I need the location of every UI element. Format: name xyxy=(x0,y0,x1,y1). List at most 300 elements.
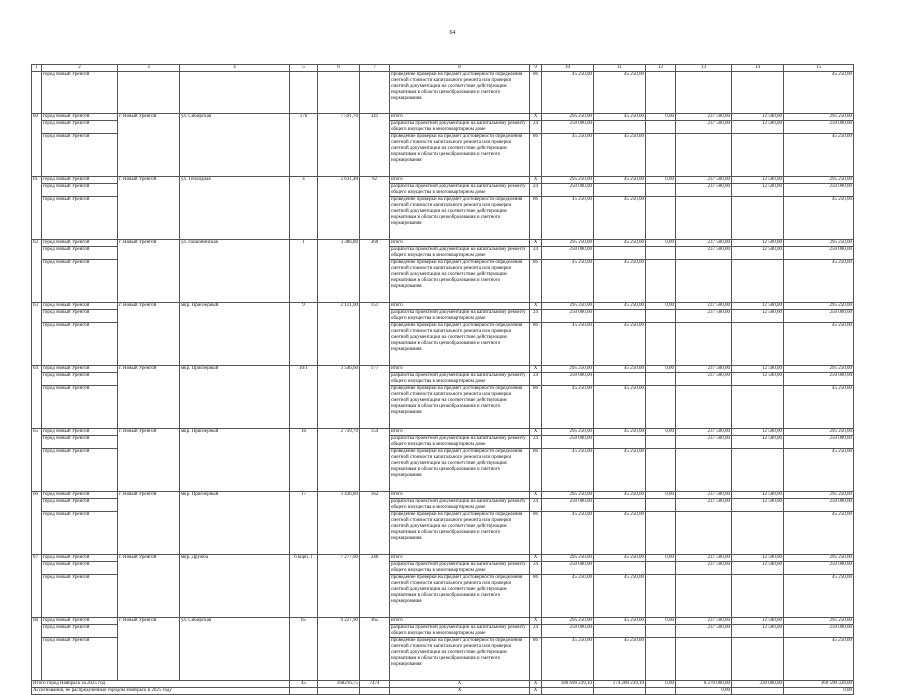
amount-cell: 45 250,00 xyxy=(784,575,854,618)
header-cell: 6 xyxy=(318,65,360,72)
row-number: 61 xyxy=(32,177,42,240)
amount-cell: 45 250,00 xyxy=(594,177,646,184)
amount-cell xyxy=(646,638,676,681)
amount-cell: 24 xyxy=(530,184,542,197)
amount-cell: 86 xyxy=(530,638,542,681)
amount-cell: 295 250,00 xyxy=(542,555,594,562)
amount-cell: 237 500,00 xyxy=(676,310,732,323)
locality-cell: город Новый Уренгой xyxy=(42,114,118,121)
amount-cell xyxy=(594,562,646,575)
amount-cell xyxy=(646,134,676,177)
total-cell: 7474 xyxy=(360,681,390,688)
amount-cell xyxy=(646,184,676,197)
amount-cell: 295 250,00 xyxy=(784,429,854,436)
amount-cell xyxy=(732,449,784,492)
area-cell: 7 277,00 xyxy=(318,555,360,618)
amount-cell xyxy=(646,121,676,134)
amount-cell xyxy=(646,575,676,618)
amount-cell: 45 250,00 xyxy=(594,429,646,436)
amount-cell: 45 250,00 xyxy=(594,114,646,121)
amount-cell: 12 500,00 xyxy=(732,492,784,499)
amount-cell xyxy=(594,310,646,323)
city-cell: г. Новый Уренгой xyxy=(118,555,180,618)
locality-cell: город Новый Уренгой xyxy=(42,260,118,303)
amount-cell: 45 250,00 xyxy=(594,72,646,114)
amount-cell: 45 250,00 xyxy=(594,260,646,303)
amount-cell: 45 250,00 xyxy=(594,555,646,562)
amount-cell xyxy=(646,386,676,429)
locality-cell: город Новый Уренгой xyxy=(42,323,118,366)
amount-cell xyxy=(732,575,784,618)
amount-cell xyxy=(646,688,676,695)
header-cell: 10 xyxy=(542,65,594,72)
amount-cell: 45 250,00 xyxy=(542,72,594,114)
amount-cell: 237 500,00 xyxy=(676,114,732,121)
street-cell: мкр. Приозерный xyxy=(180,492,290,555)
amount-cell: 0,00 xyxy=(646,618,676,625)
header-cell: 13 xyxy=(676,65,732,72)
amount-cell: 12 500,00 xyxy=(732,310,784,323)
area-cell: 9 227,90 xyxy=(318,618,360,681)
amount-cell: 295 250,00 xyxy=(542,366,594,373)
amount-cell: 45 250,00 xyxy=(594,323,646,366)
house-cell: 9 xyxy=(290,303,318,366)
table-row xyxy=(32,366,854,373)
row-number: 62 xyxy=(32,240,42,303)
house-cell: 10/1 xyxy=(290,366,318,429)
amount-cell: 250 000,00 xyxy=(542,247,594,260)
amount-cell: 174 280 239,10 xyxy=(594,681,646,688)
work-type-cell: разработка проектной документации на капитальному ремонту общего имущества в многоквартирном доме xyxy=(390,436,530,449)
amount-cell: 295 250,00 xyxy=(542,303,594,310)
amount-cell xyxy=(594,247,646,260)
header-cell: 7 xyxy=(360,65,390,72)
amount-cell: 12 500,00 xyxy=(732,240,784,247)
amount-cell: X xyxy=(530,688,542,695)
city-cell: г. Новый Уренгой xyxy=(118,177,180,240)
total-cell: X xyxy=(390,681,530,688)
amount-cell: 250 000,00 xyxy=(784,625,854,638)
row-number xyxy=(32,72,42,114)
amount-cell: 45 250,00 xyxy=(542,638,594,681)
amount-cell: 237 500,00 xyxy=(676,184,732,197)
amount-cell: 0,00 xyxy=(646,492,676,499)
amount-cell xyxy=(646,323,676,366)
amount-cell xyxy=(646,499,676,512)
header-cell: 3 xyxy=(118,65,180,72)
amount-cell: 86 xyxy=(530,197,542,240)
row-number: 64 xyxy=(32,366,42,429)
amount-cell: 295 250,00 xyxy=(784,303,854,310)
amount-cell: 12 500,00 xyxy=(732,247,784,260)
amount-cell: X xyxy=(530,114,542,121)
street-cell: ул. Пошонинская xyxy=(180,240,290,303)
city-cell: г. Новый Уренгой xyxy=(118,618,180,681)
amount-cell: 45 250,00 xyxy=(542,260,594,303)
header-cell: 11 xyxy=(594,65,646,72)
amount-cell: 0,00 xyxy=(646,681,676,688)
amount-cell: 0,00 xyxy=(646,429,676,436)
locality-cell: город Новый Уренгой xyxy=(42,177,118,184)
amount-cell: 86 xyxy=(530,512,542,555)
amount-cell: 24 xyxy=(530,310,542,323)
amount-cell xyxy=(646,310,676,323)
header-cell: 8 xyxy=(390,65,530,72)
locality-cell: город Новый Уренгой xyxy=(42,638,118,681)
amount-cell: 237 500,00 xyxy=(676,121,732,134)
work-type-cell: проведение проверки на предмет достоверности определения сметной стоимости капитального ремонта или проверки сметной документации на соответствие действующим нормативам в области ценообразования и сметного нормирования xyxy=(390,449,530,492)
residents-cell: 365 xyxy=(360,618,390,681)
table-row xyxy=(32,618,854,625)
work-type-cell: разработка проектной документации на капитальному ремонту общего имущества в многоквартирном доме xyxy=(390,373,530,386)
amount-cell: 0,00 xyxy=(646,303,676,310)
house-cell: 65 xyxy=(290,618,318,681)
row-number: 68 xyxy=(32,618,42,681)
amount-cell xyxy=(646,197,676,240)
table-row xyxy=(32,114,854,121)
amount-cell xyxy=(732,72,784,114)
amount-cell: 250 000,00 xyxy=(784,373,854,386)
amount-cell: 12 500,00 xyxy=(732,184,784,197)
amount-cell: 45 250,00 xyxy=(784,449,854,492)
work-type-cell: проведение проверки на предмет достоверности определения сметной стоимости капитального ремонта или проверки сметной документации на соответствие действующим нормативам в области ценообразования и сметного нормирования xyxy=(390,386,530,429)
amount-cell: 45 250,00 xyxy=(594,492,646,499)
table-cell xyxy=(290,72,318,114)
locality-cell: город Новый Уренгой xyxy=(42,72,118,114)
amount-cell: 24 xyxy=(530,562,542,575)
area-cell: 3 436,80 xyxy=(318,492,360,555)
locality-cell: город Новый Уренгой xyxy=(42,555,118,562)
table-row xyxy=(32,555,854,562)
amount-cell xyxy=(732,260,784,303)
work-type-cell: итого xyxy=(390,303,530,310)
area-cell: 3 546,60 xyxy=(318,366,360,429)
city-cell: г. Новый Уренгой xyxy=(118,366,180,429)
amount-cell: 237 500,00 xyxy=(676,373,732,386)
amount-cell xyxy=(732,386,784,429)
area-cell: 7 591,70 xyxy=(318,114,360,177)
header-cell: 1 xyxy=(32,65,42,72)
amount-cell: 45 250,00 xyxy=(784,386,854,429)
amount-cell xyxy=(646,436,676,449)
amount-cell: 250 000,00 xyxy=(542,562,594,575)
amount-cell: 24 xyxy=(530,625,542,638)
residents-cell: 260 xyxy=(360,240,390,303)
table-cell xyxy=(318,72,360,114)
amount-cell: 12 500,00 xyxy=(732,555,784,562)
amount-cell xyxy=(594,184,646,197)
amount-cell: 250 000,00 xyxy=(542,436,594,449)
amount-cell: 24 xyxy=(530,247,542,260)
total-cell xyxy=(290,688,318,695)
amount-cell: 86 xyxy=(530,134,542,177)
amount-cell xyxy=(732,323,784,366)
work-type-cell: итого xyxy=(390,492,530,499)
amount-cell xyxy=(646,512,676,555)
amount-cell: 24 xyxy=(530,499,542,512)
table-row xyxy=(32,177,854,184)
table-cell xyxy=(360,72,390,114)
amount-cell xyxy=(732,134,784,177)
header-cell: 9 xyxy=(530,65,542,72)
amount-cell: 45 250,00 xyxy=(542,323,594,366)
amount-cell: 237 500,00 xyxy=(676,177,732,184)
amount-cell: 45 250,00 xyxy=(784,323,854,366)
amount-cell xyxy=(676,197,732,240)
amount-cell: 24 xyxy=(530,373,542,386)
amount-cell: 0,00 xyxy=(784,688,854,695)
city-cell: г. Новый Уренгой xyxy=(118,240,180,303)
table-row xyxy=(32,492,854,499)
amount-cell xyxy=(542,688,594,695)
amount-cell: 45 250,00 xyxy=(542,386,594,429)
amount-cell xyxy=(646,562,676,575)
amount-cell: 0,00 xyxy=(676,688,732,695)
work-type-cell: проведение проверки на предмет достоверности определения сметной стоимости капитального ремонта или проверки сметной документации на соответствие действующим нормативам в области ценообразования и сметного нормирования xyxy=(390,72,530,114)
amount-cell: 12 500,00 xyxy=(732,499,784,512)
locality-cell: город Новый Уренгой xyxy=(42,197,118,240)
amount-cell: 24 xyxy=(530,121,542,134)
amount-cell: 237 500,00 xyxy=(676,240,732,247)
work-type-cell: итого xyxy=(390,240,530,247)
amount-cell: 12 500,00 xyxy=(732,562,784,575)
amount-cell: 250 000,00 xyxy=(542,310,594,323)
amount-cell xyxy=(676,323,732,366)
amount-cell xyxy=(594,625,646,638)
house-cell: 6 корп. 1 xyxy=(290,555,318,618)
amount-cell: X xyxy=(530,681,542,688)
amount-cell: 295 250,00 xyxy=(784,177,854,184)
amount-cell: 86 xyxy=(530,72,542,114)
residents-cell: 154 xyxy=(360,429,390,492)
amount-cell: 295 250,00 xyxy=(542,114,594,121)
amount-cell: 86 xyxy=(530,575,542,618)
amount-cell: 45 250,00 xyxy=(542,134,594,177)
row-number: 67 xyxy=(32,555,42,618)
table-row xyxy=(32,72,854,114)
house-cell: 4 xyxy=(290,177,318,240)
amount-cell: 250 000,00 xyxy=(784,562,854,575)
amount-cell: 295 250,00 xyxy=(542,429,594,436)
locality-cell: город Новый Уренгой xyxy=(42,247,118,260)
total-cell xyxy=(318,688,360,695)
city-cell: г. Новый Уренгой xyxy=(118,303,180,366)
locality-cell: город Новый Уренгой xyxy=(42,492,118,499)
locality-cell: город Новый Уренгой xyxy=(42,184,118,197)
house-cell: 17 xyxy=(290,492,318,555)
amount-cell: 330 000,00 xyxy=(732,681,784,688)
amount-cell: 45 250,00 xyxy=(594,134,646,177)
header-cell: 15 xyxy=(784,65,854,72)
amount-cell: 12 500,00 xyxy=(732,373,784,386)
table-row xyxy=(32,303,854,310)
residents-cell: 177 xyxy=(360,366,390,429)
amount-cell: X xyxy=(530,429,542,436)
amount-cell: 86 xyxy=(530,449,542,492)
amount-cell: 12 500,00 xyxy=(732,429,784,436)
total-label: Ассигнования, не распределенные городом Ноябрьск в 2025 году xyxy=(32,688,290,695)
amount-cell: 295 250,00 xyxy=(784,492,854,499)
amount-cell: X xyxy=(530,492,542,499)
locality-cell: город Новый Уренгой xyxy=(42,373,118,386)
residents-cell: 151 xyxy=(360,303,390,366)
amount-cell xyxy=(594,121,646,134)
work-type-cell: итого xyxy=(390,555,530,562)
locality-cell: город Новый Уренгой xyxy=(42,366,118,373)
amount-cell xyxy=(676,134,732,177)
amount-cell: 250 000,00 xyxy=(542,625,594,638)
locality-cell: город Новый Уренгой xyxy=(42,562,118,575)
locality-cell: город Новый Уренгой xyxy=(42,499,118,512)
area-cell: 2 121,00 xyxy=(318,303,360,366)
city-cell: г. Новый Уренгой xyxy=(118,114,180,177)
amount-cell: 45 250,00 xyxy=(784,197,854,240)
header-cell: 5 xyxy=(290,65,318,72)
amount-cell xyxy=(732,638,784,681)
amount-cell: X xyxy=(530,177,542,184)
amount-cell xyxy=(676,386,732,429)
work-type-cell: проведение проверки на предмет достоверности определения сметной стоимости капитального ремонта или проверки сметной документации на соответствие действующим нормативам в области ценообразования и сметного нормирования xyxy=(390,512,530,555)
work-type-cell: итого xyxy=(390,114,530,121)
street-cell: ул. Сибирская xyxy=(180,618,290,681)
work-type-cell: разработка проектной документации на капитальному ремонту общего имущества в многоквартирном доме xyxy=(390,184,530,197)
amount-cell: 250 000,00 xyxy=(542,184,594,197)
amount-cell xyxy=(646,625,676,638)
amount-cell: 86 xyxy=(530,323,542,366)
amount-cell: 45 250,00 xyxy=(594,303,646,310)
amount-cell: 45 250,00 xyxy=(784,134,854,177)
amount-cell xyxy=(646,72,676,114)
locality-cell: город Новый Уренгой xyxy=(42,310,118,323)
amount-cell: 45 250,00 xyxy=(594,449,646,492)
amount-cell xyxy=(594,499,646,512)
amount-cell xyxy=(594,373,646,386)
work-type-cell: проведение проверки на предмет достоверности определения сметной стоимости капитального ремонта или проверки сметной документации на соответствие действующим нормативам в области ценообразования и сметного нормирования xyxy=(390,260,530,303)
locality-cell: город Новый Уренгой xyxy=(42,625,118,638)
table-cell xyxy=(118,72,180,114)
amount-cell xyxy=(676,512,732,555)
total-label: Итого город Ноябрьск за 2025 год xyxy=(32,681,290,688)
amount-cell: 45 250,00 xyxy=(784,512,854,555)
locality-cell: город Новый Уренгой xyxy=(42,386,118,429)
amount-cell: 45 250,00 xyxy=(542,512,594,555)
amount-cell xyxy=(676,260,732,303)
work-type-cell: итого xyxy=(390,177,530,184)
amount-cell: 12 500,00 xyxy=(732,436,784,449)
amount-cell: 45 250,00 xyxy=(594,512,646,555)
amount-cell xyxy=(676,638,732,681)
amount-cell: 12 500,00 xyxy=(732,114,784,121)
total-row xyxy=(32,681,854,688)
amount-cell: 24 xyxy=(530,436,542,449)
locality-cell: город Новый Уренгой xyxy=(42,134,118,177)
locality-cell: город Новый Уренгой xyxy=(42,303,118,310)
amount-cell: 45 250,00 xyxy=(784,260,854,303)
table-row xyxy=(32,429,854,436)
amount-cell: 295 250,00 xyxy=(542,240,594,247)
amount-cell: 360 590 328,00 xyxy=(784,681,854,688)
amount-cell: 295 250,00 xyxy=(784,555,854,562)
amount-cell: 237 500,00 xyxy=(676,499,732,512)
work-type-cell: разработка проектной документации на капитальному ремонту общего имущества в многоквартирном доме xyxy=(390,121,530,134)
amount-cell: 45 250,00 xyxy=(594,386,646,429)
amount-cell xyxy=(646,449,676,492)
amount-cell xyxy=(732,512,784,555)
header-cell: 2 xyxy=(42,65,118,72)
amount-cell: 12 500,00 xyxy=(732,618,784,625)
street-cell: ул. Теплодная xyxy=(180,177,290,240)
total-cell: 45 xyxy=(290,681,318,688)
row-number: 60 xyxy=(32,114,42,177)
amount-cell xyxy=(594,436,646,449)
amount-cell xyxy=(646,247,676,260)
amount-cell: 45 250,00 xyxy=(542,197,594,240)
amount-cell: 237 500,00 xyxy=(676,618,732,625)
amount-cell: 250 000,00 xyxy=(784,436,854,449)
amount-cell: 237 500,00 xyxy=(676,625,732,638)
total-cell: X xyxy=(390,688,530,695)
street-cell: мкр. Дружба xyxy=(180,555,290,618)
street-cell: мкр. Приозерный xyxy=(180,429,290,492)
street-cell: мкр. Приозерный xyxy=(180,303,290,366)
amount-cell: 12 500,00 xyxy=(732,121,784,134)
row-number: 63 xyxy=(32,303,42,366)
amount-cell: 250 000,00 xyxy=(542,373,594,386)
amount-cell: 0,00 xyxy=(646,240,676,247)
amount-cell: 86 xyxy=(530,386,542,429)
amount-cell xyxy=(732,197,784,240)
locality-cell: город Новый Уренгой xyxy=(42,121,118,134)
amount-cell: 237 500,00 xyxy=(676,436,732,449)
locality-cell: город Новый Уренгой xyxy=(42,240,118,247)
amount-cell: 295 250,00 xyxy=(542,492,594,499)
amount-cell xyxy=(594,688,646,695)
locality-cell: город Новый Уренгой xyxy=(42,436,118,449)
header-cell: 4 xyxy=(180,65,290,72)
residents-cell: 246 xyxy=(360,555,390,618)
amount-cell: 250 000,00 xyxy=(784,247,854,260)
amount-cell: 45 250,00 xyxy=(542,575,594,618)
amount-cell: 295 250,00 xyxy=(784,366,854,373)
amount-cell: 237 500,00 xyxy=(676,429,732,436)
amount-cell xyxy=(646,260,676,303)
program-table xyxy=(31,64,854,695)
work-type-cell: итого xyxy=(390,618,530,625)
amount-cell: 237 500,00 xyxy=(676,555,732,562)
amount-cell: 250 000,00 xyxy=(542,499,594,512)
amount-cell: 45 250,00 xyxy=(784,638,854,681)
amount-cell: 0,00 xyxy=(646,177,676,184)
amount-cell: 0,00 xyxy=(646,555,676,562)
row-number: 66 xyxy=(32,492,42,555)
work-type-cell: разработка проектной документации на капитальному ремонту общего имущества в многоквартирном доме xyxy=(390,247,530,260)
city-cell: г. Новый Уренгой xyxy=(118,429,180,492)
house-cell: 1 xyxy=(290,240,318,303)
amount-cell: X xyxy=(530,240,542,247)
amount-cell xyxy=(676,72,732,114)
work-type-cell: итого xyxy=(390,366,530,373)
amount-cell: 45 250,00 xyxy=(594,618,646,625)
total-cell: 168216,75 xyxy=(318,681,360,688)
page-number: 64 xyxy=(449,30,456,36)
work-type-cell: проведение проверки на предмет достоверности определения сметной стоимости капитального ремонта или проверки сметной документации на соответствие действующим нормативам в области ценообразования и сметного нормирования xyxy=(390,638,530,681)
total-row xyxy=(32,688,854,695)
house-cell: 176 xyxy=(290,114,318,177)
amount-cell: X xyxy=(530,555,542,562)
locality-cell: город Новый Уренгой xyxy=(42,512,118,555)
amount-cell: 295 250,00 xyxy=(542,618,594,625)
amount-cell: 45 250,00 xyxy=(594,240,646,247)
